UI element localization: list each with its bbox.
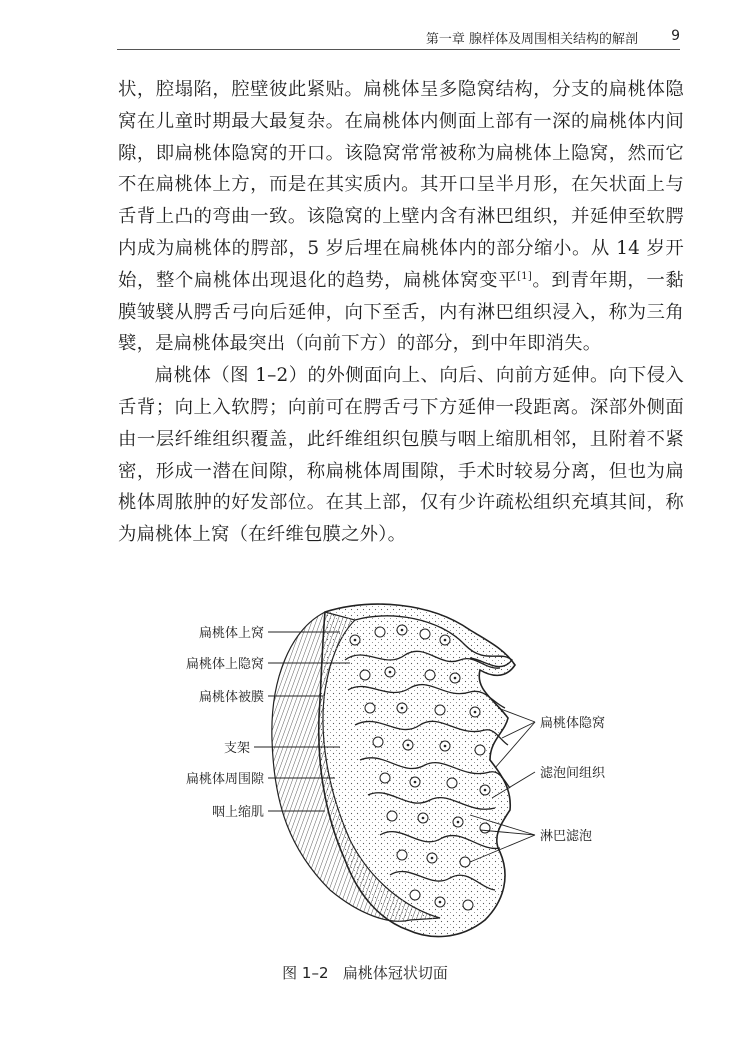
label-tonsil-capsule: 扁桃体被膜 — [198, 690, 264, 705]
paragraph-1-text: 状，腔塌陷，腔壁彼此紧贴。扁桃体呈多隐窝结构，分支的扁桃体隐窝在儿童时期最大最复杂。在扁桃体内侧面上部有一深的扁桃体内间隙，即扁桃体隐窝的开口。该隐窝常常被称为扁桃体上隐窝，然而它不在扁桃体上方，而是在其实质内。其开口呈半月形，在矢状面上与舌背上凸的弯曲一致。该隐窝的上壁内含有淋巴组织，并延伸至软腭内成为扁桃体的腭部，5 岁后埋在扁桃体内的部分缩小。从 14 岁开始，整个扁桃体出现退化的趋势，扁桃体窝变平 — [118, 79, 684, 291]
body-text — [118, 74, 684, 551]
paragraph-1-text-cont: 。到青年期，一黏膜皱襞从腭舌弓向后延伸，向下至舌，内有淋巴组织浸入，称为三角襞，是扁桃体最突出（向前下方）的部分，到中年即消失。 — [118, 269, 684, 355]
caption-title: 扁桃体冠状切面 — [342, 964, 448, 982]
chapter-title: 第一章 腺样体及周围相关结构的解剖 — [425, 32, 638, 47]
reference-marker[interactable]: [1] — [517, 270, 532, 282]
label-lymph-follicles: 淋巴滤泡 — [540, 829, 593, 844]
header-rule — [117, 49, 680, 50]
label-trabecula: 支架 — [223, 741, 250, 756]
tonsil-illustration — [140, 590, 660, 970]
label-superior-constrictor: 咽上缩肌 — [211, 805, 264, 820]
running-header — [0, 28, 730, 52]
label-tonsillar-crypts: 扁桃体隐窝 — [540, 716, 606, 731]
figure-caption — [0, 962, 730, 983]
label-supratonsillar-fossa: 扁桃体上窝 — [198, 626, 264, 641]
figure-tonsil-section — [140, 590, 660, 970]
label-supratonsillar-crypt: 扁桃体上隐窝 — [185, 657, 264, 672]
label-interfollicular-tissue: 滤泡间组织 — [540, 766, 606, 781]
label-peritonsillar-space: 扁桃体周围隙 — [185, 772, 264, 787]
caption-number: 图 1–2 — [282, 964, 329, 982]
paragraph-1 — [118, 74, 684, 360]
paragraph-2: 扁桃体（图 1–2）的外侧面向上、向后、向前方延伸。向下侵入舌背；向上入软腭；向前可在腭舌弓下方延伸一段距离。深部外侧面由一层纤维组织覆盖，此纤维组织包膜与咽上缩肌相邻，且附着不紧密，形成一潜在间隙，称扁桃体周围隙，手术时较易分离，但也为扁桃体周脓肿的好发部位。在其上部，仅有少许疏松组织充填其间，称为扁桃体上窝（在纤维包膜之外）。 — [118, 365, 684, 546]
page-number: 9 — [671, 28, 680, 44]
